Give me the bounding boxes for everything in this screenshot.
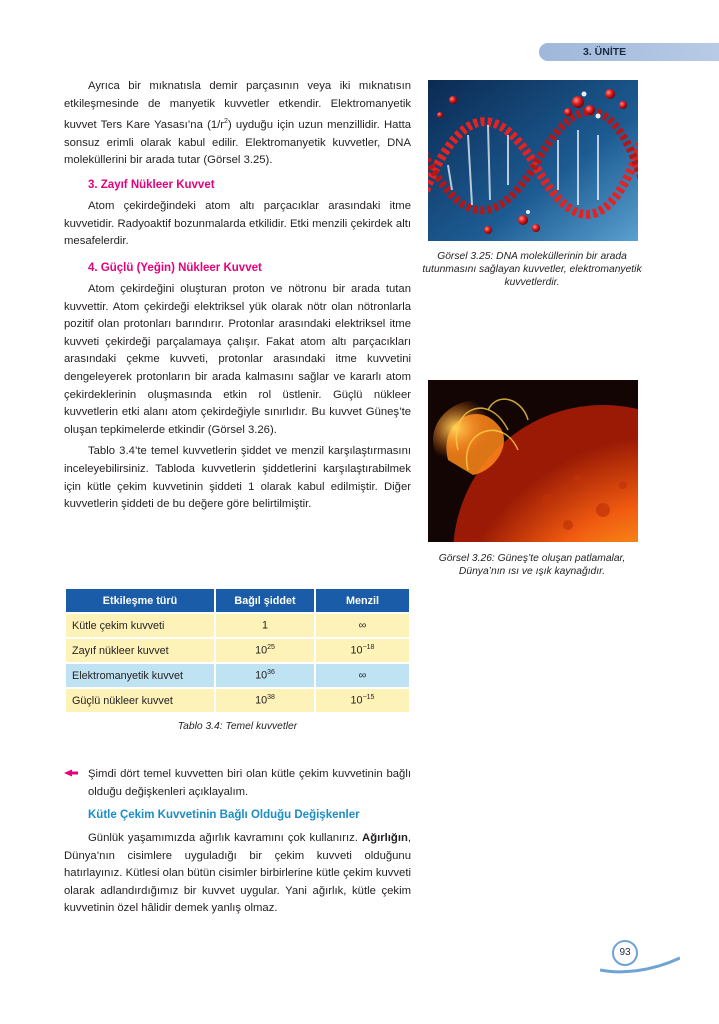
sun-caption: Görsel 3.26: Güneş’te oluşan patlamalar, Dünya’nın ısı ve ışık kaynağıdır. <box>438 553 626 577</box>
cell-range: $10^{-18}$ <box>315 638 410 663</box>
header-range: Menzil <box>315 588 410 613</box>
gravity-paragraph: Günlük yaşamımızda ağırlık kavramını çok kullanırız. Ağırlığın, Dünya’nın cisimlere uyguladığı bir çekim kuvveti olduğunu hatırlayınız. Kütlesi olan bütün cisimler birbirlerine kütle çekim kuvveti olarak adlandırdığımız bir kuvvet uygular. Yani ağırlık, kütle çekim kuvvetinin özel hâlidir demek yanlış olmaz. <box>64 832 411 915</box>
strong-force-heading: 4. Güçlü (Yeğin) Nükleer Kuvvet <box>88 262 262 274</box>
cell-type: Zayıf nükleer kuvvet <box>65 638 215 663</box>
dna-illustration <box>428 80 638 241</box>
unit-tab: 3. ÜNİTE <box>539 43 719 61</box>
cell-strength: $10^{25}$ <box>215 638 315 663</box>
cell-type: Kütle çekim kuvveti <box>65 613 215 638</box>
cell-strength: 1 <box>215 613 315 638</box>
cell-range: ∞ <box>315 613 410 638</box>
cell-type: Güçlü nükleer kuvvet <box>65 688 215 713</box>
cell-range: ∞ <box>315 663 410 688</box>
dna-caption: Görsel 3.25: DNA moleküllerinin bir arada tutunmasını sağlayan kuvvetler, elektromanyetik kuvvetlerdir. <box>422 251 642 288</box>
strong-force-section <box>64 258 411 514</box>
weak-force-section <box>64 175 411 251</box>
intro-section <box>64 78 411 170</box>
table-row <box>65 613 410 638</box>
cell-range: $10^{-15}$ <box>315 688 410 713</box>
intro-paragraph: Ayrıca bir mıknatısla demir parçasının veya iki mıknatısın etkileşmesinde de manyetik kuvvetler etkendir. Elektromanyetik kuvvet Ters Kare Yasası’na $(1/r^2)$ uyduğu için uzun menzillidir. Hatta sonsuz erimli olarak kabul edilir. Elektromanyetik kuvvetler, DNA moleküllerini bir arada tutar (Görsel 3.25). <box>64 80 412 167</box>
dna-image <box>428 80 638 241</box>
sun-image <box>428 380 638 542</box>
bullet-text: Şimdi dört temel kuvvetten biri olan kütle çekim kuvvetinin bağlı olduğu değişkenleri açıklayalım. <box>88 768 411 798</box>
table-row <box>65 663 410 688</box>
header-relative-strength: Bağıl şiddet <box>215 588 315 613</box>
table-row <box>65 638 410 663</box>
pointing-hand-icon <box>64 769 78 777</box>
cell-type: Elektromanyetik kuvvet <box>65 663 215 688</box>
table-row <box>65 688 410 713</box>
gravity-section <box>64 805 411 918</box>
table-header-row <box>65 588 410 613</box>
cell-strength: $10^{36}$ <box>215 663 315 688</box>
table-caption: Tablo 3.4: Temel kuvvetler <box>177 721 298 732</box>
header-interaction-type: Etkileşme türü <box>65 588 215 613</box>
forces-table <box>64 587 411 714</box>
cell-strength: $10^{38}$ <box>215 688 315 713</box>
weak-force-heading: 3. Zayıf Nükleer Kuvvet <box>88 179 215 191</box>
weak-force-paragraph: Atom çekirdeğindeki atom altı parçacıklar arasındaki itme kuvvetidir. Radyoaktif bozunmalarda etkilidir. Etki menzili çekirdek altı mesafelerdir. <box>64 200 411 248</box>
gravity-heading: Kütle Çekim Kuvvetinin Bağlı Olduğu Değişkenler <box>88 809 360 821</box>
bullet-section <box>64 766 411 801</box>
table-intro-paragraph: Tablo 3.4’te temel kuvvetlerin şiddet ve menzil karşılaştırmasını inceleyebilirsiniz. Tabloda kuvvetlerin şiddetlerini karşılaştırabilmek için kütle çekim kuvvetinin şiddeti 1 olarak kabul edilmiştir. Diğer kuvvetlerin şiddeti de bu değere göre belirtilmiştir. <box>64 445 411 511</box>
strong-force-paragraph: Atom çekirdeğini oluşturan proton ve nötronu bir arada tutan kuvvettir. Atom çekirdeği elektriksel yük olarak nötr olan nötronlarla pozitif olan protonları barındırır. Protonlar arasındaki elektriksel itme kuvveti çekirdeği parçalamaya çalışır. Fakat atom altı parçacıkları arasındaki çekme kuvveti, protonlar arasındaki itme kuvvetini dengeleyerek protonların bir arada kalmasını sağlar ve kararlı atom çekirdeklerinin oluşmasında etkin rol üstlenir. Güçlü nükleer kuvvetlerin etki alanı atom çekirdeğiyle sınırlıdır. Bu kuvvet Güneş’te oluşan tepkimelerde etkindir (Görsel 3.26). <box>64 283 411 436</box>
sun-illustration <box>428 380 638 542</box>
page-number: 93 <box>612 940 638 966</box>
